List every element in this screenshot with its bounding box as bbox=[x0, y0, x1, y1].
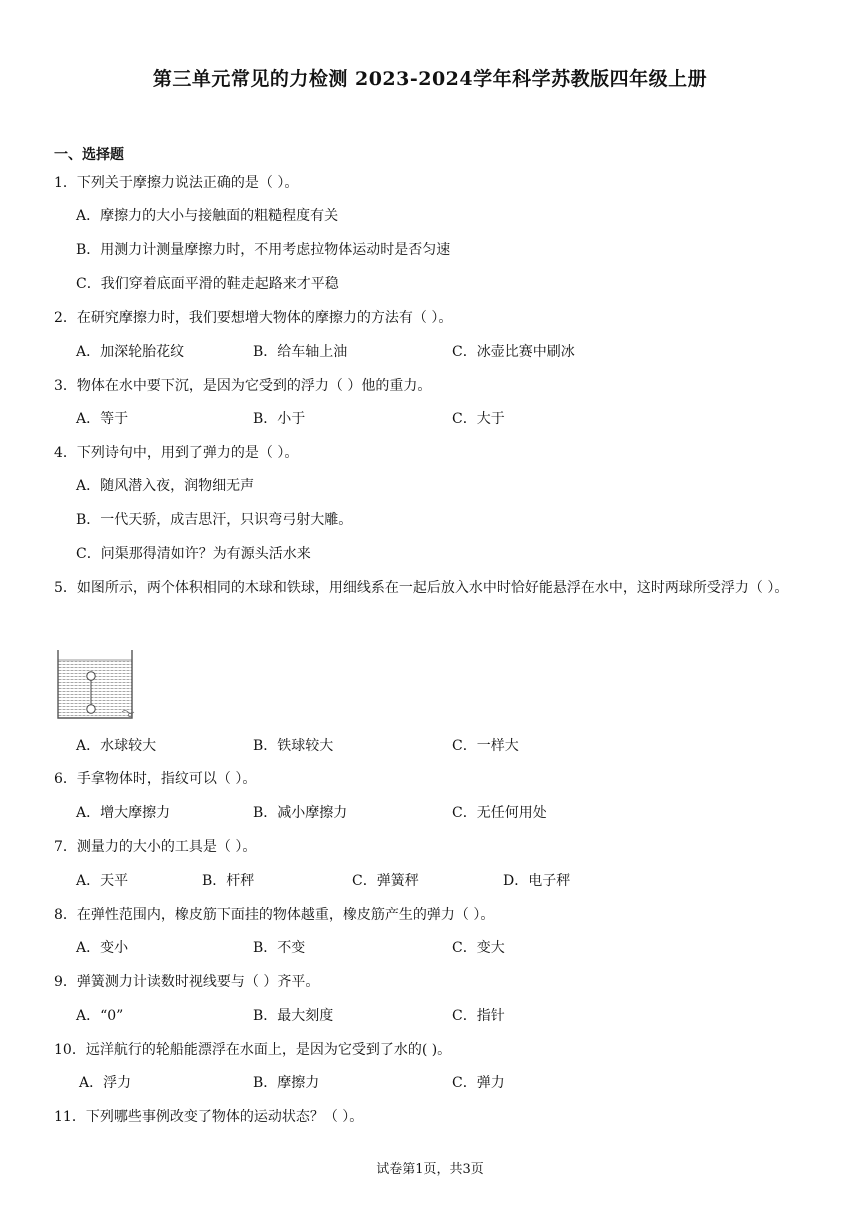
page-title: 第三单元常见的力检测 2023-2024学年科学苏教版四年级上册 bbox=[152, 68, 708, 90]
question-8-option-c: C．变大 bbox=[452, 940, 505, 956]
question-5-option-b: B．铁球较大 bbox=[253, 738, 334, 754]
question-10-option-b: B．摩擦力 bbox=[253, 1075, 320, 1091]
question-3-option-c: C．大于 bbox=[452, 411, 505, 427]
question-7-option-d: D．电子秤 bbox=[503, 873, 571, 889]
question-1-stem: 1．下列关于摩擦力说法正确的是（ ）。 bbox=[54, 175, 299, 191]
question-4-option-b: B．一代天骄，成吉思汗，只识弯弓射大雕。 bbox=[76, 512, 353, 528]
question-8-option-a: A．变小 bbox=[76, 940, 129, 956]
question-1-option-a: A．摩擦力的大小与接触面的粗糙程度有关 bbox=[76, 208, 339, 224]
question-11-stem: 11．下列哪些事例改变了物体的运动状态？（ ）。 bbox=[54, 1109, 364, 1125]
floating-balls-figure bbox=[56, 648, 140, 722]
question-7-option-c: C．弹簧秤 bbox=[352, 873, 419, 889]
question-6-option-b: B．减小摩擦力 bbox=[253, 805, 348, 821]
question-3-option-b: B．小于 bbox=[253, 411, 306, 427]
question-4-option-c: C．问渠那得清如许？为有源头活水来 bbox=[76, 546, 311, 562]
question-1-option-c: C．我们穿着底面平滑的鞋走起路来才平稳 bbox=[76, 276, 339, 292]
question-9-stem: 9．弹簧测力计读数时视线要与（ ）齐平。 bbox=[54, 974, 320, 990]
question-2-option-c: C．冰壶比赛中刷冰 bbox=[452, 344, 575, 360]
question-5-stem: 5．如图所示，两个体积相同的木球和铁球，用细线系在一起后放入水中时恰好能悬浮在水中，这时两球所受浮力（ ）。 bbox=[54, 580, 789, 596]
question-7-option-b: B．杆秤 bbox=[202, 873, 255, 889]
question-6-stem: 6．手拿物体时，指纹可以（ ）。 bbox=[54, 771, 257, 787]
question-2-option-a: A．加深轮胎花纹 bbox=[76, 344, 185, 360]
question-4-option-a: A．随风潜入夜，润物细无声 bbox=[76, 478, 255, 494]
question-2-stem: 2．在研究摩擦力时，我们要想增大物体的摩擦力的方法有（ ）。 bbox=[54, 310, 453, 326]
section-heading: 一、选择题 bbox=[54, 147, 124, 163]
question-7-option-a: A．天平 bbox=[76, 873, 129, 889]
question-3-option-a: A．等于 bbox=[76, 411, 129, 427]
question-9-option-c: C．指针 bbox=[452, 1008, 505, 1024]
question-3-stem: 3．物体在水中要下沉，是因为它受到的浮力（ ）他的重力。 bbox=[54, 378, 432, 394]
question-9-option-a: A．“0” bbox=[76, 1008, 124, 1024]
question-8-option-b: B．不变 bbox=[253, 940, 306, 956]
question-10-option-c: C．弹力 bbox=[452, 1075, 505, 1091]
question-2-option-b: B．给车轴上油 bbox=[253, 344, 348, 360]
question-5-option-c: C．一样大 bbox=[452, 738, 519, 754]
question-5-option-a: A．水球较大 bbox=[76, 738, 157, 754]
question-8-stem: 8．在弹性范围内，橡皮筋下面挂的物体越重，橡皮筋产生的弹力（ ）。 bbox=[54, 907, 495, 923]
question-4-stem: 4．下列诗句中，用到了弹力的是（ ）。 bbox=[54, 445, 299, 461]
question-9-option-b: B．最大刻度 bbox=[253, 1008, 334, 1024]
question-6-option-c: C．无任何用处 bbox=[452, 805, 547, 821]
question-10-option-a: A．浮力 bbox=[79, 1075, 132, 1091]
question-7-stem: 7．测量力的大小的工具是（ ）。 bbox=[54, 839, 257, 855]
question-6-option-a: A．增大摩擦力 bbox=[76, 805, 171, 821]
question-1-option-b: B．用测力计测量摩擦力时，不用考虑拉物体运动时是否匀速 bbox=[76, 242, 451, 258]
page-footer: 试卷第1页，共3页 bbox=[376, 1162, 484, 1177]
question-10-stem: 10．远洋航行的轮船能漂浮在水面上，是因为它受到了水的( )。 bbox=[54, 1042, 452, 1058]
